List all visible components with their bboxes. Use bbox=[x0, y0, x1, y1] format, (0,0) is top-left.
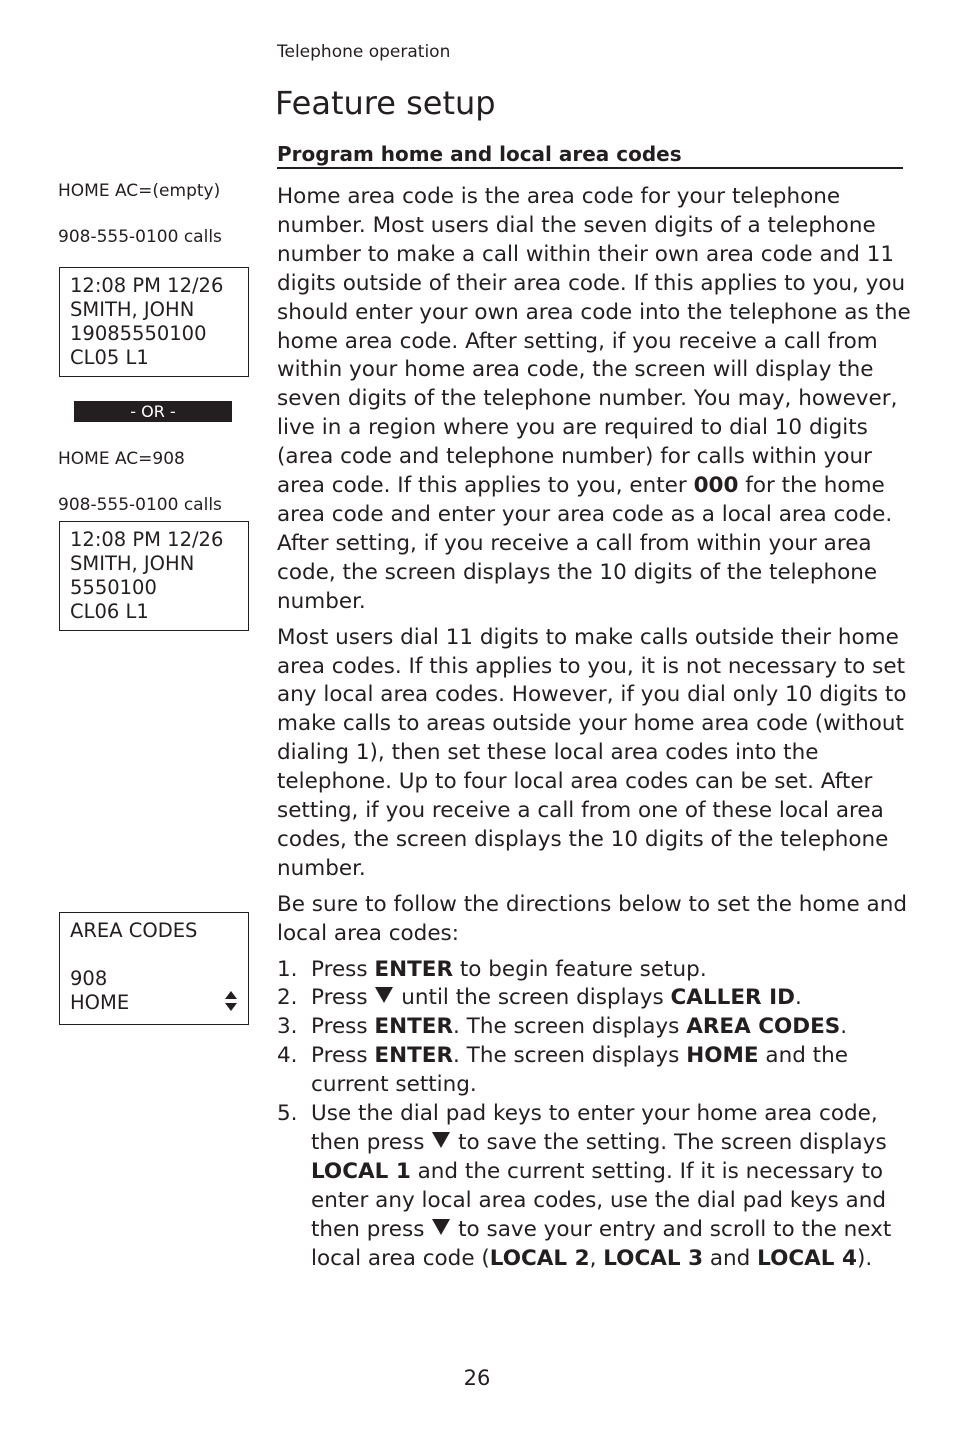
main-content bbox=[277, 183, 911, 1274]
subsection-title: Program home and local area codes bbox=[277, 142, 903, 169]
area-codes-title: AREA CODES bbox=[70, 919, 198, 942]
screen-line: CL06 L1 bbox=[70, 600, 149, 623]
home-ac-empty-label: HOME AC=(empty) bbox=[58, 181, 221, 201]
down-arrow-icon bbox=[375, 987, 393, 1003]
home-ac-908-label: HOME AC=908 bbox=[58, 449, 185, 469]
screen-line: 5550100 bbox=[70, 576, 157, 599]
section-label: Telephone operation bbox=[277, 42, 451, 62]
list-item: 4. Press ENTER. The screen displays HOME and the current setting. bbox=[277, 1043, 848, 1098]
steps-list bbox=[277, 956, 911, 1274]
paragraph-home-area-code: Home area code is the area code for your telephone number. Most users dial the seven digits of a telephone number to make a call within their own area code and 11 digits outside of their area code. If this applies to you, you should enter your own area code into the telephone as the home area code. After setting, if you receive a call from within your home area code, the screen will display the seven digits of the telephone number. You may, however, live in a region where you are required to dial 10 digits (area code and telephone number) for calls within your area code. If this applies to you, enter 000 for the home area code and enter your area code as a local area code. After setting, if you receive a call from within your area code, the screen displays the 10 digits of the telephone number. bbox=[277, 184, 911, 614]
area-code-mode: HOME bbox=[70, 991, 130, 1014]
screen-line: 12:08 PM 12/26 bbox=[70, 274, 224, 297]
down-arrow-icon bbox=[432, 1219, 450, 1235]
screen-line: SMITH, JOHN bbox=[70, 552, 195, 575]
list-item: 1. Press ENTER to begin feature setup. bbox=[277, 956, 707, 982]
caller-id-screen-2 bbox=[59, 521, 249, 631]
area-code-value: 908 bbox=[70, 967, 108, 990]
list-item: 5. Use the dial pad keys to enter your home area code, then press to save the setting. The screen displays LOCAL 1 and the current setting. If it is necessary to enter any local area codes, use the dial pad keys and then press to save your entry and scroll to the next local area code (LOCAL 2, LOCAL 3 and LOCAL 4). bbox=[277, 1101, 892, 1271]
list-item: 3. Press ENTER. The screen displays AREA CODES. bbox=[277, 1014, 848, 1040]
page-title: Feature setup bbox=[275, 84, 496, 122]
screen-line: SMITH, JOHN bbox=[70, 298, 195, 321]
down-arrow-icon bbox=[432, 1132, 450, 1148]
paragraph-directions-intro: Be sure to follow the directions below to set the home and local area codes: bbox=[277, 891, 907, 946]
paragraph-local-area-codes: Most users dial 11 digits to make calls outside their home area codes. If this applies to you, it is not necessary to set any local area codes. However, if you dial only 10 digits to make calls to areas outside your home area code (without dialing 1), then set these local area codes into the telephone. Up to four local area codes can be set. After setting, if you receive a call from one of these local area codes, the screen displays the 10 digits of the telephone number. bbox=[277, 624, 907, 881]
up-down-arrow-icon bbox=[225, 991, 237, 1011]
screen-line: CL05 L1 bbox=[70, 346, 149, 369]
caller-id-screen-1 bbox=[59, 267, 249, 377]
calls-label-2: 908-555-0100 calls bbox=[58, 495, 222, 515]
calls-label-1: 908-555-0100 calls bbox=[58, 227, 222, 247]
screen-line: 12:08 PM 12/26 bbox=[70, 528, 224, 551]
or-divider: - OR - bbox=[74, 401, 232, 422]
area-codes-screen bbox=[59, 912, 249, 1025]
screen-line: 19085550100 bbox=[70, 322, 207, 345]
list-item: 2. Press until the screen displays CALLER ID. bbox=[277, 985, 802, 1011]
page-number: 26 bbox=[463, 1366, 491, 1390]
